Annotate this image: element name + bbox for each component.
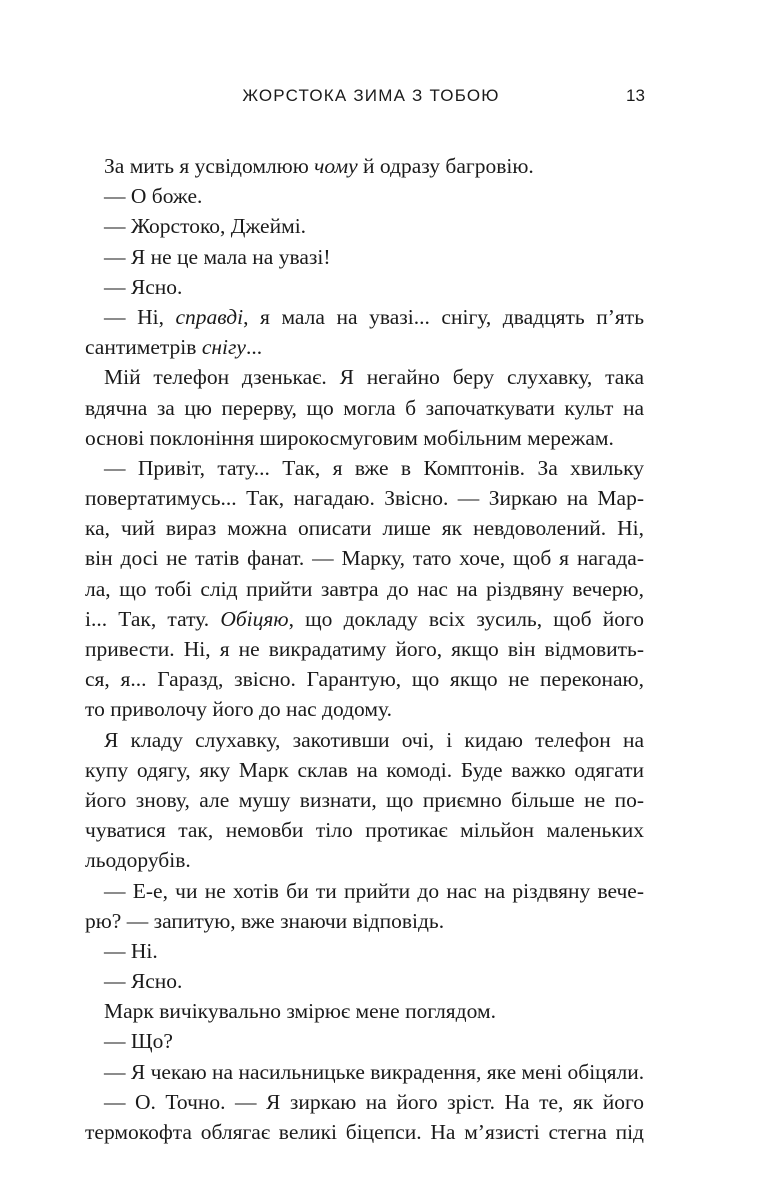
text-segment: — Привіт, тату... Так, я вже в Комптонів. За хвильку <box>104 455 644 480</box>
running-header-title: ЖОРСТОКА ЗИМА З ТОБОЮ <box>242 86 500 105</box>
text-segment: — О. Точно. — Я зиркаю на його зріст. На те, як його <box>104 1089 644 1114</box>
text-line <box>85 694 644 724</box>
text-segment: — О боже. <box>104 184 203 209</box>
text-segment: привести. Ні, я не викрадатиму його, якщо він відмовить- <box>85 637 644 661</box>
text-line <box>85 785 644 815</box>
text-segment: — Ясно. <box>104 969 183 994</box>
text-line <box>85 1087 644 1117</box>
text-segment: сантиметрів <box>85 335 202 360</box>
text-segment: ла, що тобі слід прийти завтра до нас на різдвяну вечерю, <box>85 576 644 601</box>
italic-text: чому <box>314 154 358 178</box>
text-line <box>85 483 644 513</box>
text-line <box>85 936 644 966</box>
text-segment: й одразу багровію. <box>357 154 534 178</box>
text-line <box>85 604 644 634</box>
text-segment: — Жорстоко, Джеймі. <box>104 214 307 239</box>
text-line <box>85 876 644 906</box>
text-segment: чуватися так, немовби тіло протикає мільйон маленьких <box>85 818 644 843</box>
text-line <box>85 1026 644 1056</box>
text-segment: ка, чий вираз можна описати лише як невдоволений. Ні, <box>85 516 644 541</box>
text-segment: — Що? <box>104 1029 173 1054</box>
italic-text: справді <box>175 304 244 329</box>
page-number: 13 <box>626 86 645 105</box>
text-segment: , що докладу всіх зусиль, щоб його <box>288 606 644 631</box>
text-line <box>85 996 644 1026</box>
text-segment: термокофта облягає великі біцепси. На м’язисті стегна під <box>85 1120 644 1144</box>
text-segment: Мій телефон дзенькає. Я негайно беру слухавку, така <box>104 365 644 390</box>
text-line <box>85 151 644 181</box>
text-segment: Я кладу слухавку, закотивши очі, і кидаю телефон на <box>104 727 644 752</box>
text-line <box>85 332 644 362</box>
text-line <box>85 634 644 664</box>
text-line <box>85 755 644 785</box>
text-line <box>85 362 644 392</box>
text-segment: — Е-е, чи не хотів би ти прийти до нас на різдвяну вече- <box>104 878 644 903</box>
text-line <box>85 513 644 543</box>
text-line <box>85 574 644 604</box>
text-segment: ... <box>245 335 263 360</box>
text-segment: вдячна за цю перерву, що могла б започаткувати культ на <box>85 395 644 420</box>
text-line <box>85 423 644 453</box>
text-segment: — Ясно. <box>104 274 183 299</box>
text-segment: — Я не це мала на увазі! <box>104 244 331 269</box>
text-segment: , я мала на увазі... снігу, двадцять п’ять <box>243 304 644 329</box>
italic-text: Обіцяю <box>220 606 289 631</box>
text-line <box>85 272 644 302</box>
text-line <box>85 664 644 694</box>
text-segment: — Я чекаю на насильницьке викрадення, яке мені обіцяли. <box>104 1059 645 1084</box>
text-line <box>85 302 644 332</box>
text-line <box>85 242 644 272</box>
text-line <box>85 815 644 845</box>
italic-text: снігу <box>201 335 246 360</box>
text-line <box>85 211 644 241</box>
text-segment: За мить я усвідомлюю <box>104 154 315 178</box>
text-segment: — Ні, <box>104 304 176 329</box>
text-line <box>85 1057 644 1087</box>
text-line <box>85 543 644 573</box>
text-segment: то приволочу його до нас додому. <box>85 697 392 722</box>
text-line <box>85 393 644 423</box>
text-segment: він досі не татів фанат. — Марку, тато хоче, щоб я нагада- <box>85 546 644 571</box>
text-segment: купу одягу, яку Марк склав на комоді. Буде важко одягати <box>85 757 644 782</box>
text-segment: Марк вичікувально змірює мене поглядом. <box>104 999 496 1024</box>
text-segment: його знову, але мушу визнати, що приємно більше не по- <box>85 787 644 812</box>
text-line <box>85 181 644 211</box>
text-line <box>85 453 644 483</box>
text-segment: і... Так, тату. <box>85 606 221 631</box>
text-segment: ся, я... Гаразд, звісно. Гарантую, що якщо не переконаю, <box>85 667 644 692</box>
text-segment: повертатимусь... Так, нагадаю. Звісно. — Зиркаю на Мар- <box>85 486 644 511</box>
text-line <box>85 725 644 755</box>
text-line <box>85 906 644 936</box>
text-segment: рю? — запитую, вже знаючи відповідь. <box>85 908 445 933</box>
text-line <box>85 1117 644 1147</box>
text-line <box>85 966 644 996</box>
text-segment: — Ні. <box>104 938 158 963</box>
text-line <box>85 845 644 875</box>
body-text <box>85 151 644 1147</box>
text-segment: основі поклоніння широкосмуговим мобільним мережам. <box>85 425 614 450</box>
text-segment: льодорубів. <box>85 848 191 873</box>
